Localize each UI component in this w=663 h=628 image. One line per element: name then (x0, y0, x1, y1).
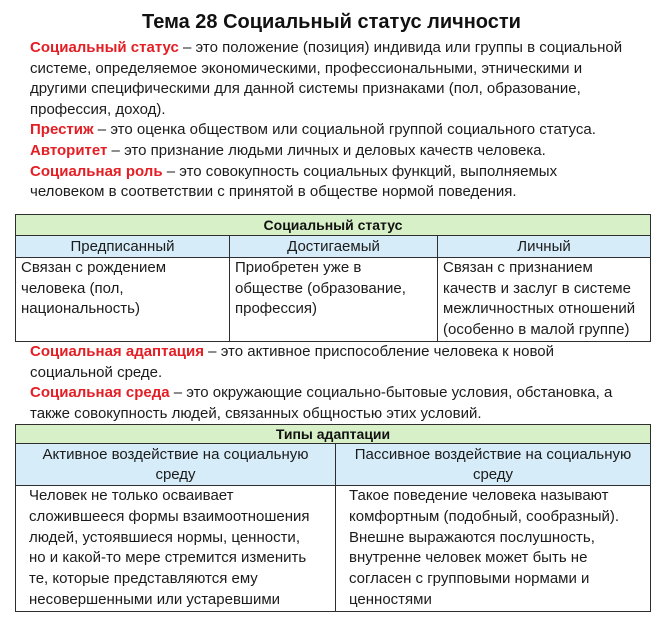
cell-achieved: Приобретен уже в обществе (образование, профессия) (230, 258, 437, 341)
definition-text: – это совокупность социальных функций, выполняемых человеком в соответствии с принятой в обществе нормой поведения. (30, 162, 558, 201)
cell-ascribed: Связан с рождением человека (пол, национальность) (16, 258, 229, 341)
cell-personal: Связан с признанием качеств и заслуг в системе межличностных отношений (особенно в малой группе) (438, 258, 650, 341)
definition-term: Социальная роль (30, 162, 163, 180)
definitions-top (30, 38, 660, 203)
cell-passive: Такое поведение человека называют комфортным (подобный, сообразный). Внешне выражаются послушность, внутренне человек может быть не согласен с групповыми нормами и ценностями (336, 486, 650, 611)
definition-social-status (30, 38, 660, 120)
definition-social-environment (30, 383, 660, 424)
adaptation-types-table (15, 424, 651, 612)
definition-prestige (30, 120, 660, 141)
adaptation-types-table-caption: Типы адаптации (16, 425, 650, 443)
definition-text: – это оценка обществом или социальной группой социального статуса. (93, 121, 596, 139)
cell-active: Человек не только осваивает сложившееся формы взаимоотношения людей, устоявшиеся нормы, ценности, но и какой-то мере стремится изменить те, которые представляются ему несовершенными или устаревшими (16, 486, 335, 611)
definition-term: Авторитет (30, 141, 108, 159)
definition-term: Социальная среда (30, 384, 170, 402)
definition-text: – это активное приспособление человека к новой социальной среде. (30, 343, 555, 381)
definition-social-role (30, 162, 660, 203)
social-status-table-caption: Социальный статус (16, 215, 650, 235)
page-title: Тема 28 Социальный статус личности (142, 11, 521, 33)
social-status-table (15, 214, 651, 342)
definition-term: Престиж (30, 121, 94, 139)
column-header-personal: Личный (438, 236, 650, 257)
column-header-achieved: Достигаемый (230, 236, 437, 257)
definition-text: – это окружающие социально-бытовые условия, обстановка, а также совокупность людей, связанных общностью этих условий. (30, 384, 613, 422)
definition-social-adaptation (30, 342, 660, 383)
definition-term: Социальный статус (30, 39, 179, 56)
definition-text: – это положение (позиция) индивида или группы в социальной системе, определяемое экономическими, профессиональными, этническими и другими специфическими для данной системы признаками (пол, образование, профессия, доход). (30, 39, 623, 118)
definitions-bottom (30, 342, 660, 424)
column-header-ascribed: Предписанный (16, 236, 229, 257)
column-header-passive: Пассивное воздействие на социальную среду (336, 444, 650, 485)
column-header-active: Активное воздействие на социальную среду (16, 444, 335, 485)
definition-term: Социальная адаптация (30, 343, 205, 360)
definition-authority (30, 141, 660, 162)
definition-text: – это признание людьми личных и деловых качеств человека. (107, 141, 546, 159)
